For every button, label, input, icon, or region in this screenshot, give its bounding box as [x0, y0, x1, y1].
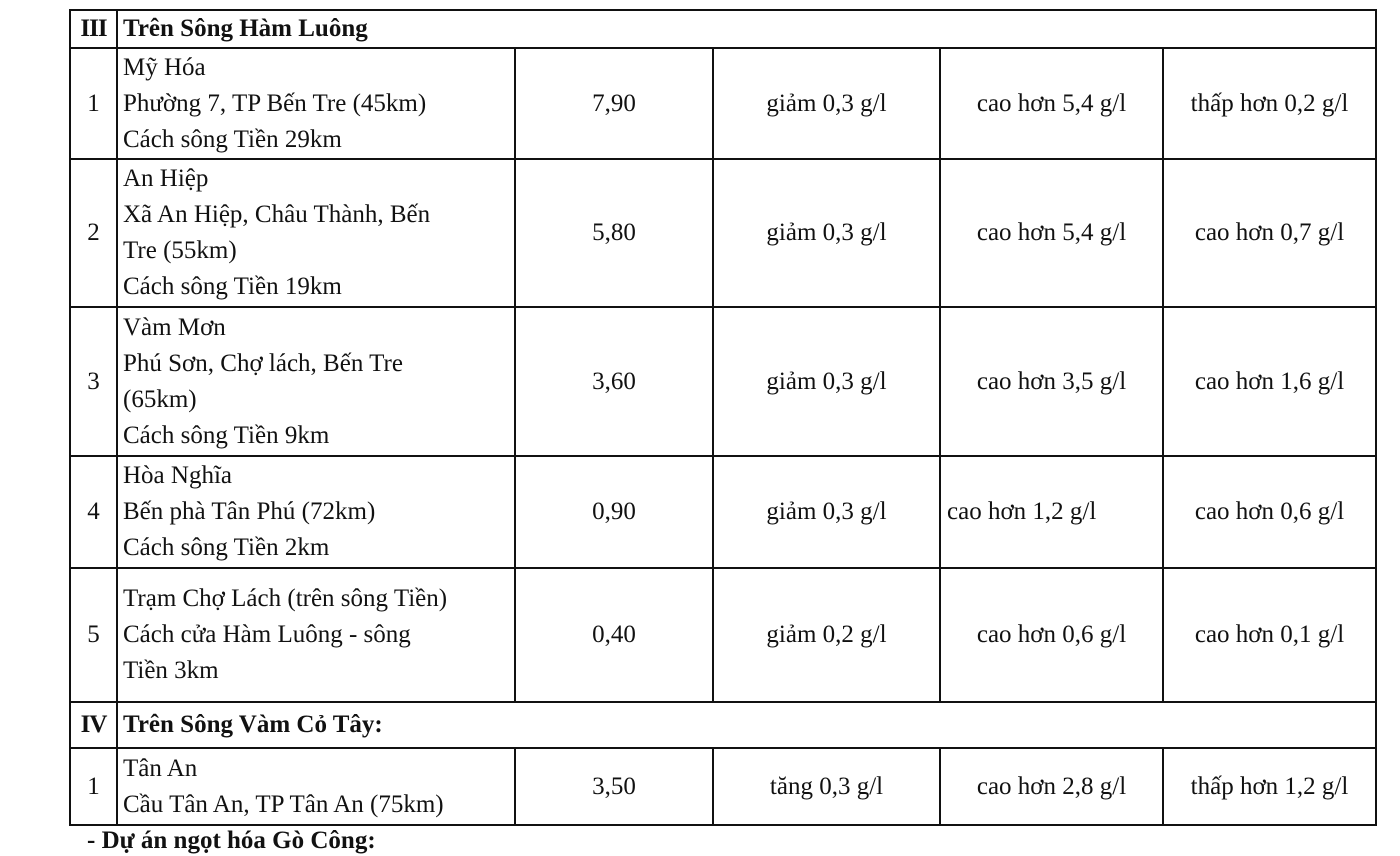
table-row [70, 307, 1376, 456]
table-row [70, 159, 1376, 307]
station-name: Tân An [123, 754, 198, 782]
station-cell [117, 748, 515, 825]
salinity-change: giảm 0,3 g/l [713, 307, 940, 456]
station-cell [117, 307, 515, 456]
station-distance: Cách sông Tiền 29km [123, 125, 342, 153]
salinity-change: giảm 0,3 g/l [713, 48, 940, 159]
row-number: 4 [70, 456, 117, 568]
salinity-compare-1: cao hơn 3,5 g/l [940, 307, 1163, 456]
section-header-row [70, 702, 1376, 748]
salinity-compare-2: thấp hơn 1,2 g/l [1163, 748, 1376, 825]
salinity-value: 3,60 [515, 307, 713, 456]
salinity-value: 0,40 [515, 568, 713, 702]
footer-heading: - Dự án ngọt hóa Gò Công: [87, 827, 376, 854]
table-row [70, 48, 1376, 159]
station-name: Vàm Mơn [123, 313, 226, 341]
station-cell [117, 568, 515, 702]
station-distance: Cách sông Tiền 19km [123, 273, 342, 300]
salinity-compare-1: cao hơn 0,6 g/l [940, 568, 1163, 702]
station-address: Xã An Hiệp, Châu Thành, Bến [123, 201, 431, 228]
salinity-compare-1: cao hơn 2,8 g/l [940, 748, 1163, 825]
station-distance: Cách sông Tiền 2km [123, 534, 330, 561]
station-address: Bến phà Tân Phú (72km) [123, 498, 376, 525]
row-number: 2 [70, 159, 117, 307]
station-cell [117, 159, 515, 307]
station-cell [117, 48, 515, 159]
section-number: III [70, 10, 117, 48]
row-number: 5 [70, 568, 117, 702]
table-row [70, 568, 1376, 702]
salinity-compare-1: cao hơn 5,4 g/l [940, 159, 1163, 307]
station-address: Tre (55km) [123, 237, 237, 264]
salinity-compare-2: thấp hơn 0,2 g/l [1163, 48, 1376, 159]
station-name: Mỹ Hóa [123, 53, 206, 81]
row-number: 1 [70, 748, 117, 825]
salinity-compare-1: cao hơn 1,2 g/l [940, 456, 1163, 568]
salinity-value: 7,90 [515, 48, 713, 159]
station-name: An Hiệp [123, 165, 209, 192]
salinity-compare-2: cao hơn 0,1 g/l [1163, 568, 1376, 702]
station-name: Trạm Chợ Lách (trên sông Tiền) [123, 585, 448, 612]
salinity-change: giảm 0,3 g/l [713, 456, 940, 568]
station-name: Hòa Nghĩa [123, 462, 232, 489]
salinity-change: giảm 0,2 g/l [713, 568, 940, 702]
station-distance: Tiền 3km [123, 657, 219, 684]
station-address: Phú Sơn, Chợ lách, Bến Tre [123, 349, 403, 377]
station-address: Phường 7, TP Bến Tre (45km) [123, 89, 427, 117]
salinity-change: giảm 0,3 g/l [713, 159, 940, 307]
salinity-value: 0,90 [515, 456, 713, 568]
salinity-compare-2: cao hơn 0,6 g/l [1163, 456, 1376, 568]
salinity-compare-2: cao hơn 0,7 g/l [1163, 159, 1376, 307]
salinity-value: 3,50 [515, 748, 713, 825]
table-row [70, 748, 1376, 825]
section-title: Trên Sông Vàm Cỏ Tây: [117, 702, 1376, 748]
row-number: 1 [70, 48, 117, 159]
salinity-compare-1: cao hơn 5,4 g/l [940, 48, 1163, 159]
station-cell [117, 456, 515, 568]
station-address: Cách cửa Hàm Luông - sông [123, 621, 411, 648]
section-title: Trên Sông Hàm Luông [117, 10, 1376, 48]
salinity-change: tăng 0,3 g/l [713, 748, 940, 825]
station-distance: Cách sông Tiền 9km [123, 421, 330, 449]
station-address: Cầu Tân An, TP Tân An (75km) [123, 790, 444, 818]
table-row [70, 456, 1376, 568]
section-number: IV [70, 702, 117, 748]
salinity-compare-2: cao hơn 1,6 g/l [1163, 307, 1376, 456]
salinity-value: 5,80 [515, 159, 713, 307]
section-header-row [70, 10, 1376, 48]
salinity-table [69, 9, 1377, 826]
station-address: (65km) [123, 385, 197, 413]
row-number: 3 [70, 307, 117, 456]
